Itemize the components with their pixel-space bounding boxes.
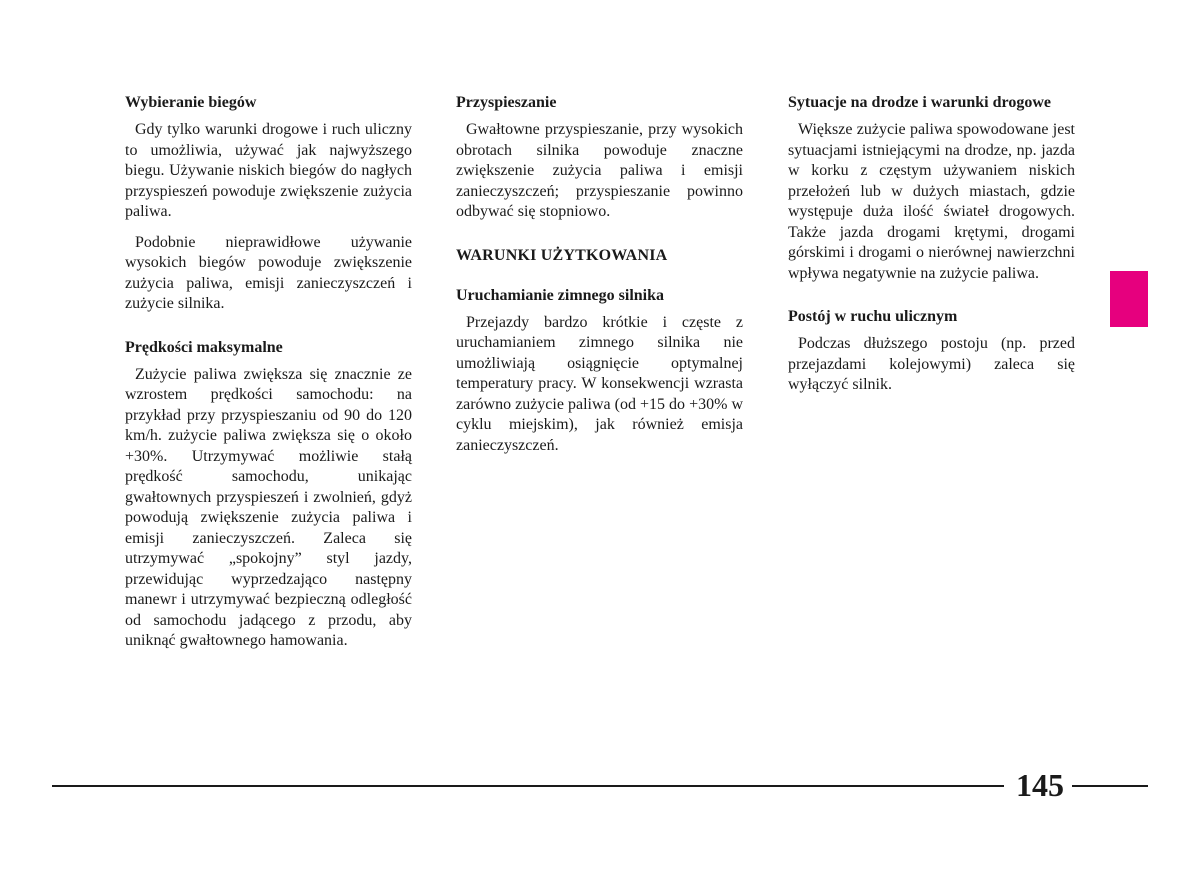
column-1 <box>125 92 412 662</box>
heading-road-conditions: Sytuacje na drodze i warunki drogowe <box>788 94 1051 111</box>
paragraph: Gwałtowne przyspieszanie, przy wysokich obrotach silnika powoduje znaczne zwiększenie zużycia paliwa i emisji zanieczyszczeń; przyspieszanie powinno odbywać się stopniowo. <box>456 121 743 220</box>
section-title: WARUNKI UŻYTKOWANIA <box>456 246 668 264</box>
paragraph: Większe zużycie paliwa spowodowane jest sytuacjami istniejącymi na drodze, np. jazda w korku z częstym używaniem niskich przełożeń lub w dużych miastach, gdzie występuje duża ilość świateł drogowych. Także jazda drogami krętymi, drogami górskimi i drogami o nierównej nawierzchni wpływa negatywnie na zużycie paliwa. <box>788 121 1075 282</box>
heading-gear-selection: Wybieranie biegów <box>125 94 257 111</box>
column-3 <box>788 92 1075 406</box>
paragraph: Przejazdy bardzo krótkie i częste z uruchamianiem zimnego silnika nie umożliwiają osiągnięcie optymalnej temperatury pracy. W konsekwencji wzrasta zarówno zużycie paliwa (od +15 do +30% w cyklu miejskim), jak również emisja zanieczyszczeń. <box>456 313 743 454</box>
paragraph: Podczas dłuższego postoju (np. przed przejazdami kolejowymi) zaleca się wyłączyć silnik. <box>788 335 1075 393</box>
footer-rule-right <box>1072 785 1148 787</box>
paragraph: Zużycie paliwa zwiększa się znacznie ze wzrostem prędkości samochodu: na przykład przy przyspieszaniu od 90 do 120 km/h. zużycie paliwa zwiększa się o około +30%. Utrzymywać możliwie stałą prędkość samochodu, unikając gwałtownych przyspieszeń i zwolnień, gdyż powodują zwiększenie zużycia paliwa i emisji zanieczyszczeń. Zaleca się utrzymywać „spokojny” styl jazdy, przewidując wyprzedzająco następny manewr i utrzymywać bezpieczną odległość od samochodu jadącego z przodu, aby uniknąć gwałtownego hamowania. <box>125 365 412 649</box>
paragraph: Gdy tylko warunki drogowe i ruch uliczny to umożliwia, używać jak najwyższego biegu. Używanie niskich biegów do nagłych przyspieszeń powoduje zwiększenie zużycia paliwa. <box>125 121 412 220</box>
heading-acceleration: Przyspieszanie <box>456 94 557 111</box>
column-2 <box>456 92 743 466</box>
heading-cold-start: Uruchamianie zimnego silnika <box>456 286 665 304</box>
footer-rule-left <box>52 785 1004 787</box>
section-tab-marker <box>1110 271 1148 327</box>
paragraph: Podobnie nieprawidłowe używanie wysokich biegów powoduje zwiększenie zużycia paliwa, emisji zanieczyszczeń i zużycie silnika. <box>125 233 412 312</box>
heading-max-speeds: Prędkości maksymalne <box>125 338 283 356</box>
page-number: 145 <box>1016 767 1064 803</box>
heading-idle-in-traffic: Postój w ruchu ulicznym <box>788 308 958 325</box>
